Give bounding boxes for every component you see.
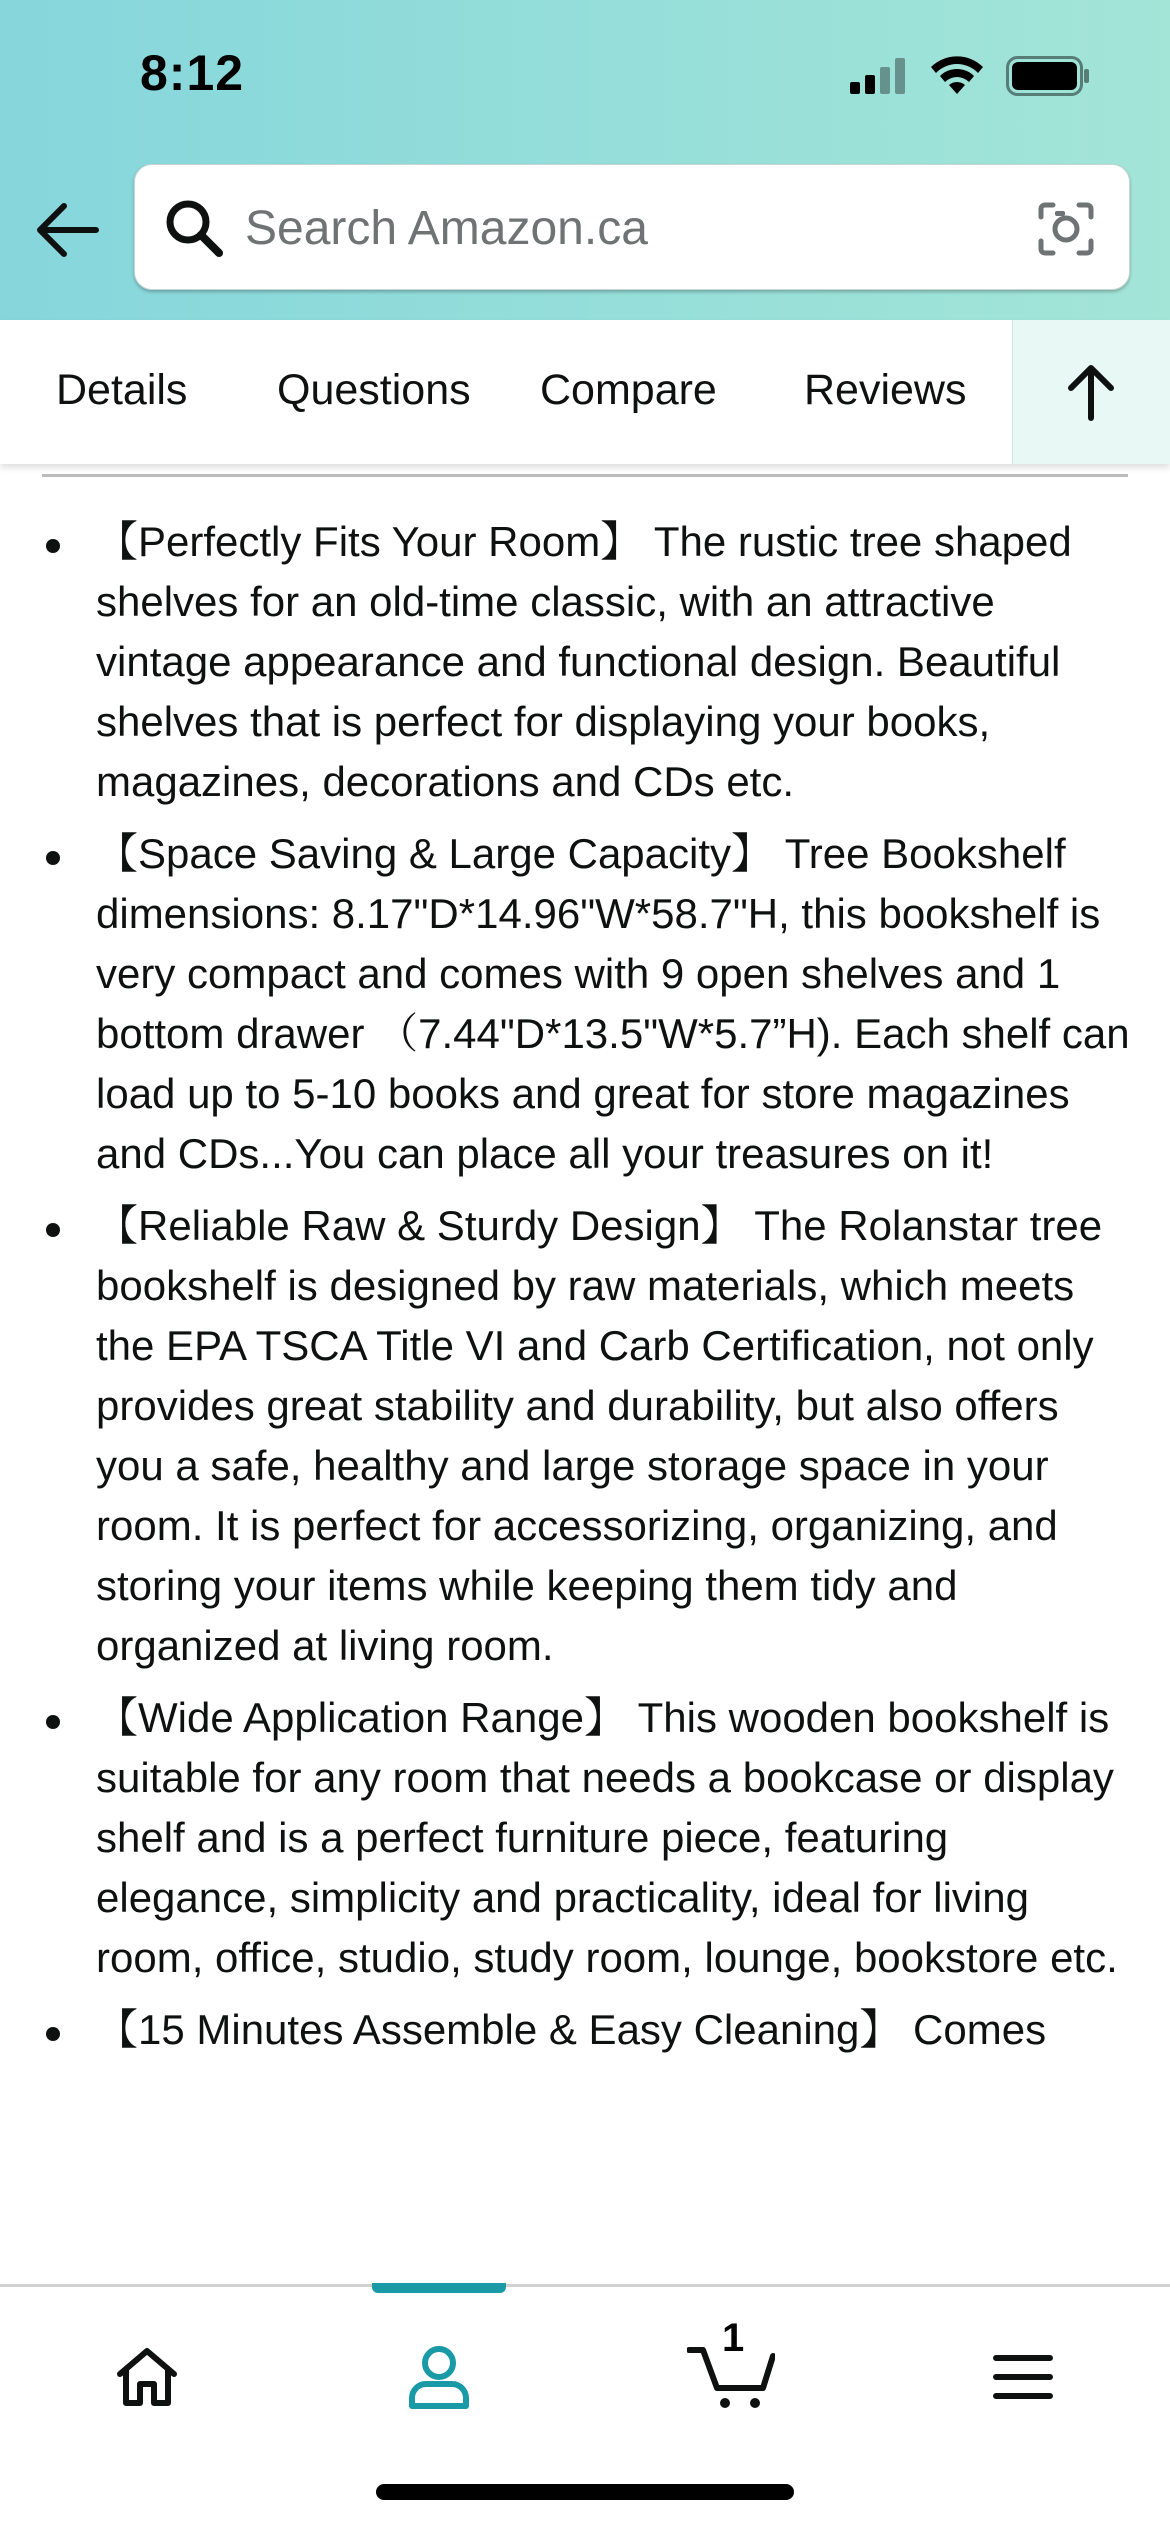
search-bar[interactable] [134, 164, 1130, 290]
status-icons [850, 56, 1090, 96]
feature-bullet [0, 2000, 1170, 2060]
feature-bullet [0, 1196, 1170, 1676]
feature-bullet [0, 824, 1170, 1184]
section-divider [42, 474, 1128, 477]
app-header [0, 0, 1170, 320]
back-arrow-icon [34, 198, 102, 262]
battery-icon [1006, 56, 1090, 96]
active-tab-indicator [372, 2283, 506, 2293]
feature-bullet-text: 【Wide Application Range】 This wooden bookshelf is suitable for any room that needs a bookcase or display shelf and is a perfect furniture piece, featuring elegance, simplicity and practicality, ideal for living room, office, studio, study room, lounge, bookstore etc. [96, 1694, 1118, 1981]
feature-bullet-text: 【Perfectly Fits Your Room】 The rustic tree shaped shelves for an old-time classic, with an attractive vintage appearance and functional design. Beautiful shelves that is perfect for displaying your books, magazines, decorations and CDs etc. [96, 518, 1072, 805]
feature-bullet [0, 1688, 1170, 1988]
nav-home-button[interactable] [92, 2327, 202, 2427]
user-icon [407, 2344, 471, 2410]
feature-bullet-text: 【Space Saving & Large Capacity】 Tree Bookshelf dimensions: 8.17"D*14.96"W*58.7"H, this bookshelf is very compact and comes with 9 open shelves and 1 bottom drawer （7.44"D*13.5"W*5.7”H). Each shelf can load up to 5-10 books and great for store magazines and CDs...You can place all your treasures on it! [96, 830, 1130, 1177]
section-tab-bar [0, 320, 1170, 464]
arrow-up-icon [1061, 362, 1121, 422]
feature-bullet [0, 512, 1170, 812]
cart-count-badge: 1 [722, 2316, 745, 2360]
status-time: 8:12 [140, 45, 245, 101]
search-input[interactable] [245, 185, 1005, 271]
nav-menu-button[interactable] [968, 2327, 1078, 2427]
wifi-icon [930, 56, 984, 96]
feature-bullet-text: 【Reliable Raw & Sturdy Design】 The Rolanstar tree bookshelf is designed by raw materials, which meets the EPA TSCA Title VI and Carb Certification, not only provides great stability and durability, but also offers you a safe, healthy and large storage space in your room. It is perfect for accessorizing, organizing, and storing your items while keeping them tidy and organized at living room. [96, 1202, 1103, 1669]
nav-account-button[interactable] [384, 2327, 494, 2427]
cellular-signal-icon [850, 58, 908, 94]
feature-bullet-list [0, 512, 1170, 2284]
tab-reviews[interactable]: Reviews [804, 366, 967, 414]
hamburger-menu-icon [993, 2353, 1053, 2401]
home-indicator [376, 2484, 794, 2500]
search-icon [163, 197, 225, 259]
home-icon [114, 2346, 180, 2408]
scroll-to-top-button[interactable] [1012, 320, 1170, 464]
tab-questions[interactable]: Questions [277, 366, 471, 414]
feature-bullet-text: 【15 Minutes Assemble & Easy Cleaning】 Comes [96, 2006, 1047, 2053]
camera-lens-icon[interactable] [1037, 201, 1095, 257]
tab-compare[interactable]: Compare [540, 366, 717, 414]
back-button[interactable] [34, 198, 102, 262]
tab-details[interactable]: Details [56, 366, 188, 414]
